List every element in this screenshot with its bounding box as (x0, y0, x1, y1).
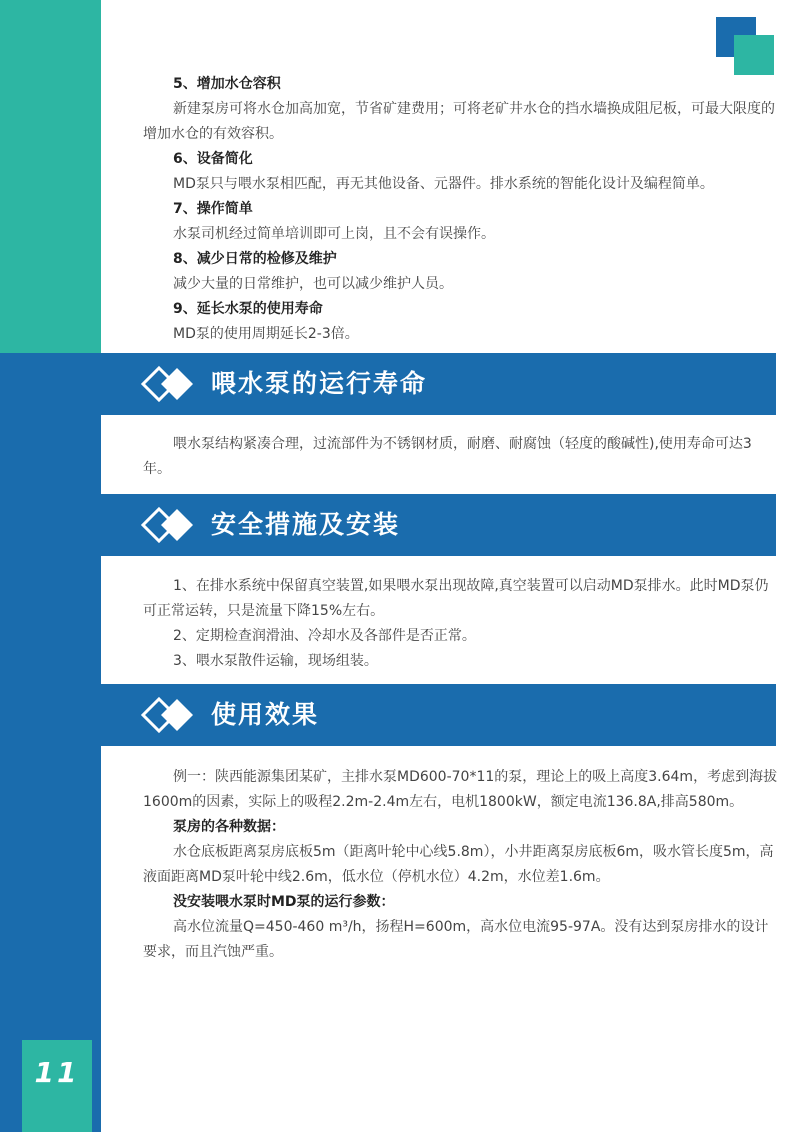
section-banner-effect (101, 684, 776, 746)
left-bar-teal (0, 0, 101, 353)
lifespan-text (143, 432, 779, 482)
diamond-icon (141, 364, 201, 404)
diamond-icon (141, 695, 201, 735)
feature-body: MD泵只与喂水泵相匹配，再无其他设备、元器件。排水系统的智能化设计及编程简单。 (173, 176, 714, 192)
safety-text (143, 574, 779, 674)
feature-body: 新建泵房可将水仓加高加宽，节省矿建费用；可将老矿井水仓的挡水墙换成阻尼板，可最大限度的增加水仓的有效容积。 (143, 101, 775, 142)
paragraph: 喂水泵结构紧凑合理，过流部件为不锈钢材质，耐磨、耐腐蚀（轻度的酸碱性),使用寿命可达3年。 (143, 436, 752, 477)
page-number-box (22, 1040, 92, 1132)
feature-title: 7、操作简单 (173, 201, 253, 217)
page-number: 11 (34, 1056, 80, 1089)
feature-body: 水泵司机经过简单培训即可上岗，且不会有误操作。 (173, 226, 495, 242)
effect-text (143, 765, 779, 965)
feature-title: 5、增加水仓容积 (173, 76, 281, 92)
section-banner-lifespan (101, 353, 776, 415)
params-heading: 没安装喂水泵时MD泵的运行参数： (173, 894, 395, 910)
data-paragraph: 水仓底板距离泵房底板5m（距离叶轮中心线5.8m），小井距离泵房底板6m，吸水管长度5m，高液面距离MD泵叶轮中线2.6m，低水位（停机水位）4.2m，水位差1.6m。 (143, 844, 774, 885)
feature-body: 减少大量的日常维护，也可以减少维护人员。 (173, 276, 453, 292)
safety-item: 2、定期检查润滑油、冷却水及各部件是否正常。 (173, 628, 476, 644)
feature-title: 8、减少日常的检修及维护 (173, 251, 337, 267)
section-title: 安全措施及安装 (211, 510, 401, 539)
safety-item: 1、在排水系统中保留真空装置,如果喂水泵出现故障,真空装置可以启动MD泵排水。此时MD泵仍可正常运转，只是流量下降15%左右。 (143, 578, 769, 619)
feature-title: 6、设备简化 (173, 151, 253, 167)
section-title: 使用效果 (211, 700, 320, 729)
feature-body: MD泵的使用周期延长2-3倍。 (173, 326, 359, 342)
corner-square-teal (734, 35, 774, 75)
data-heading: 泵房的各种数据： (173, 819, 285, 835)
safety-item: 3、喂水泵散件运输，现场组装。 (173, 653, 378, 669)
section-banner-safety (101, 494, 776, 556)
params-paragraph: 高水位流量Q=450-460 m³/h，扬程H=600m，高水位电流95-97A。没有达到泵房排水的设计要求，而且汽蚀严重。 (143, 919, 769, 960)
left-bar-blue (0, 353, 101, 1132)
section-title: 喂水泵的运行寿命 (211, 369, 428, 398)
features-list (143, 72, 779, 347)
diamond-icon (141, 505, 201, 545)
example-paragraph: 例一：陕西能源集团某矿，主排水泵MD600-70*11的泵，理论上的吸上高度3.64m，考虑到海拔1600m的因素，实际上的吸程2.2m-2.4m左右，电机1800kW，额定电流136.8A,排高580m。 (143, 769, 778, 810)
feature-title: 9、延长水泵的使用寿命 (173, 301, 323, 317)
